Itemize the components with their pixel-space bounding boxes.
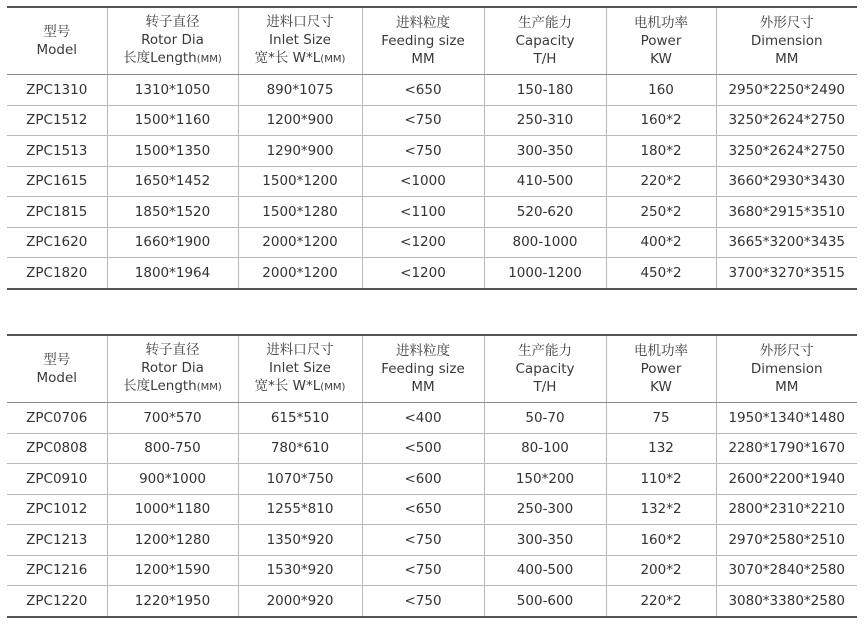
cell-rotor-dia: 800-750 — [107, 433, 238, 464]
cell-model: ZPC1620 — [7, 227, 107, 258]
cell-capacity: 300-350 — [484, 136, 606, 167]
header-unit-line — [485, 50, 606, 68]
cell-power: 180*2 — [606, 136, 716, 167]
cell-inlet-size: 2000*920 — [238, 586, 362, 617]
cell-feeding-size: <750 — [362, 105, 484, 136]
header-unit: MM — [411, 51, 435, 67]
cell-inlet-size: 1200*900 — [238, 105, 362, 136]
cell-rotor-dia: 1200*1280 — [107, 525, 238, 556]
cell-capacity: 500-600 — [484, 586, 606, 617]
cell-power: 250*2 — [606, 197, 716, 228]
cell-capacity: 1000-1200 — [484, 258, 606, 289]
cell-rotor-dia: 1500*1350 — [107, 136, 238, 167]
cell-dimension: 3250*2624*2750 — [716, 136, 857, 167]
cell-feeding-size: <400 — [362, 403, 484, 434]
table-row — [7, 166, 857, 197]
cell-rotor-dia: 1800*1964 — [107, 258, 238, 289]
header-unit-line — [363, 378, 484, 396]
header-unit: 宽*长 W*L — [254, 50, 321, 66]
cell-capacity: 150*200 — [484, 464, 606, 495]
cell-rotor-dia: 1650*1452 — [107, 166, 238, 197]
column-header-model — [7, 7, 107, 75]
cell-power: 132*2 — [606, 494, 716, 525]
cell-capacity: 300-350 — [484, 525, 606, 556]
column-header-feeding-size — [362, 7, 484, 75]
cell-capacity: 80-100 — [484, 433, 606, 464]
spec-table-large-models — [7, 6, 857, 290]
table-row — [7, 258, 857, 289]
cell-dimension: 2800*2310*2210 — [716, 494, 857, 525]
column-header-dimension — [716, 7, 857, 75]
header-unit-line — [363, 50, 484, 68]
cell-rotor-dia: 900*1000 — [107, 464, 238, 495]
table-body — [7, 403, 857, 617]
header-unit-small: (MM) — [196, 382, 222, 393]
cell-capacity: 50-70 — [484, 403, 606, 434]
cell-dimension: 3250*2624*2750 — [716, 105, 857, 136]
header-unit-line — [239, 377, 362, 397]
cell-dimension: 2280*1790*1670 — [716, 433, 857, 464]
cell-power: 160 — [606, 75, 716, 106]
cell-inlet-size: 2000*1200 — [238, 258, 362, 289]
cell-model: ZPC1310 — [7, 75, 107, 106]
header-zh: 型号 — [43, 24, 71, 40]
header-unit: T/H — [533, 379, 557, 395]
header-en: Capacity — [515, 361, 575, 377]
header-zh: 生产能力 — [518, 343, 572, 359]
column-header-dimension — [716, 335, 857, 403]
header-zh: 进料粒度 — [396, 343, 450, 359]
cell-feeding-size: <650 — [362, 494, 484, 525]
header-en: Model — [36, 370, 78, 386]
table-row — [7, 105, 857, 136]
header-unit-line — [607, 50, 716, 68]
header-en: Capacity — [515, 33, 575, 49]
cell-inlet-size: 2000*1200 — [238, 227, 362, 258]
cell-capacity: 520-620 — [484, 197, 606, 228]
header-unit-line — [239, 49, 362, 69]
cell-feeding-size: <1200 — [362, 258, 484, 289]
header-unit: MM — [775, 51, 799, 67]
cell-feeding-size: <600 — [362, 464, 484, 495]
cell-inlet-size: 1255*810 — [238, 494, 362, 525]
header-en: Feeding size — [381, 361, 465, 377]
column-header-rotor-dia — [107, 7, 238, 75]
header-unit-line — [108, 49, 238, 69]
header-unit-small: (MM) — [320, 54, 346, 65]
cell-model: ZPC0706 — [7, 403, 107, 434]
cell-feeding-size: <750 — [362, 525, 484, 556]
cell-inlet-size: 1530*920 — [238, 555, 362, 586]
cell-dimension: 3660*2930*3430 — [716, 166, 857, 197]
column-header-capacity — [484, 7, 606, 75]
cell-inlet-size: 1350*920 — [238, 525, 362, 556]
table-row — [7, 525, 857, 556]
cell-power: 220*2 — [606, 586, 716, 617]
cell-inlet-size: 890*1075 — [238, 75, 362, 106]
table-row — [7, 494, 857, 525]
table-row — [7, 586, 857, 617]
cell-dimension: 3070*2840*2580 — [716, 555, 857, 586]
cell-feeding-size: <650 — [362, 75, 484, 106]
cell-feeding-size: <500 — [362, 433, 484, 464]
cell-capacity: 150-180 — [484, 75, 606, 106]
cell-inlet-size: 1500*1280 — [238, 197, 362, 228]
cell-power: 220*2 — [606, 166, 716, 197]
column-header-power — [606, 335, 716, 403]
cell-power: 160*2 — [606, 525, 716, 556]
column-header-power — [606, 7, 716, 75]
cell-feeding-size: <1200 — [362, 227, 484, 258]
cell-feeding-size: <1000 — [362, 166, 484, 197]
table-row — [7, 433, 857, 464]
table-row — [7, 75, 857, 106]
header-unit-line — [717, 50, 858, 68]
cell-capacity: 400-500 — [484, 555, 606, 586]
table-row — [7, 464, 857, 495]
header-unit-line — [717, 378, 858, 396]
header-unit-small: (MM) — [196, 54, 222, 65]
header-unit: MM — [411, 379, 435, 395]
header-unit: KW — [650, 379, 672, 395]
cell-model: ZPC1220 — [7, 586, 107, 617]
cell-dimension: 2970*2580*2510 — [716, 525, 857, 556]
header-row — [7, 7, 857, 75]
cell-feeding-size: <1100 — [362, 197, 484, 228]
table-row — [7, 403, 857, 434]
cell-model: ZPC0910 — [7, 464, 107, 495]
cell-dimension: 2600*2200*1940 — [716, 464, 857, 495]
header-en: Feeding size — [381, 33, 465, 49]
cell-feeding-size: <750 — [362, 136, 484, 167]
cell-model: ZPC1512 — [7, 105, 107, 136]
cell-power: 132 — [606, 433, 716, 464]
spec-table-small-models — [7, 334, 857, 618]
cell-rotor-dia: 1200*1590 — [107, 555, 238, 586]
header-row — [7, 335, 857, 403]
header-zh: 进料口尺寸 — [266, 342, 334, 358]
cell-capacity: 250-300 — [484, 494, 606, 525]
header-unit-line — [108, 377, 238, 397]
cell-feeding-size: <750 — [362, 555, 484, 586]
header-en: Rotor Dia — [141, 360, 204, 376]
header-unit-small: (MM) — [320, 382, 346, 393]
cell-model: ZPC1820 — [7, 258, 107, 289]
cell-rotor-dia: 1000*1180 — [107, 494, 238, 525]
header-zh: 生产能力 — [518, 15, 572, 31]
column-header-inlet-size — [238, 7, 362, 75]
cell-power: 75 — [606, 403, 716, 434]
cell-model: ZPC1213 — [7, 525, 107, 556]
cell-capacity: 800-1000 — [484, 227, 606, 258]
cell-power: 110*2 — [606, 464, 716, 495]
header-zh: 转子直径 — [145, 14, 200, 30]
header-unit: T/H — [533, 51, 557, 67]
column-header-model — [7, 335, 107, 403]
header-en: Inlet Size — [269, 32, 331, 48]
cell-model: ZPC1012 — [7, 494, 107, 525]
header-en: Model — [36, 42, 78, 58]
header-zh: 进料口尺寸 — [266, 14, 334, 30]
header-zh: 外形尺寸 — [759, 343, 814, 359]
cell-model: ZPC1615 — [7, 166, 107, 197]
column-header-feeding-size — [362, 335, 484, 403]
cell-rotor-dia: 1310*1050 — [107, 75, 238, 106]
cell-rotor-dia: 1220*1950 — [107, 586, 238, 617]
header-zh: 电机功率 — [634, 343, 688, 359]
cell-power: 200*2 — [606, 555, 716, 586]
cell-dimension: 3665*3200*3435 — [716, 227, 857, 258]
header-zh: 外形尺寸 — [759, 15, 814, 31]
cell-capacity: 410-500 — [484, 166, 606, 197]
cell-model: ZPC1815 — [7, 197, 107, 228]
table-row — [7, 197, 857, 228]
table-row — [7, 227, 857, 258]
cell-inlet-size: 1500*1200 — [238, 166, 362, 197]
cell-dimension: 1950*1340*1480 — [716, 403, 857, 434]
cell-model: ZPC0808 — [7, 433, 107, 464]
cell-inlet-size: 780*610 — [238, 433, 362, 464]
cell-rotor-dia: 1660*1900 — [107, 227, 238, 258]
column-header-rotor-dia — [107, 335, 238, 403]
column-header-inlet-size — [238, 335, 362, 403]
cell-feeding-size: <750 — [362, 586, 484, 617]
cell-capacity: 250-310 — [484, 105, 606, 136]
header-zh: 电机功率 — [634, 15, 688, 31]
header-unit: MM — [775, 379, 799, 395]
header-zh: 型号 — [43, 352, 71, 368]
header-en: Dimension — [750, 361, 823, 377]
header-unit-line — [485, 378, 606, 396]
cell-rotor-dia: 1500*1160 — [107, 105, 238, 136]
column-header-capacity — [484, 335, 606, 403]
cell-model: ZPC1216 — [7, 555, 107, 586]
header-zh: 转子直径 — [145, 342, 200, 358]
cell-power: 400*2 — [606, 227, 716, 258]
header-unit: 长度Length — [123, 378, 197, 394]
header-unit-line — [607, 378, 716, 396]
header-en: Power — [640, 33, 682, 49]
cell-dimension: 3080*3380*2580 — [716, 586, 857, 617]
cell-dimension: 2950*2250*2490 — [716, 75, 857, 106]
header-en: Dimension — [750, 33, 823, 49]
table-row — [7, 136, 857, 167]
header-en: Power — [640, 361, 682, 377]
table-body — [7, 75, 857, 289]
cell-dimension: 3680*2915*3510 — [716, 197, 857, 228]
header-unit: 宽*长 W*L — [254, 378, 321, 394]
table-row — [7, 555, 857, 586]
header-unit: KW — [650, 51, 672, 67]
header-unit: 长度Length — [123, 50, 197, 66]
cell-power: 450*2 — [606, 258, 716, 289]
header-en: Inlet Size — [269, 360, 331, 376]
cell-inlet-size: 1070*750 — [238, 464, 362, 495]
cell-inlet-size: 615*510 — [238, 403, 362, 434]
cell-inlet-size: 1290*900 — [238, 136, 362, 167]
header-zh: 进料粒度 — [396, 15, 450, 31]
cell-power: 160*2 — [606, 105, 716, 136]
cell-model: ZPC1513 — [7, 136, 107, 167]
cell-rotor-dia: 700*570 — [107, 403, 238, 434]
cell-rotor-dia: 1850*1520 — [107, 197, 238, 228]
cell-dimension: 3700*3270*3515 — [716, 258, 857, 289]
header-en: Rotor Dia — [141, 32, 204, 48]
